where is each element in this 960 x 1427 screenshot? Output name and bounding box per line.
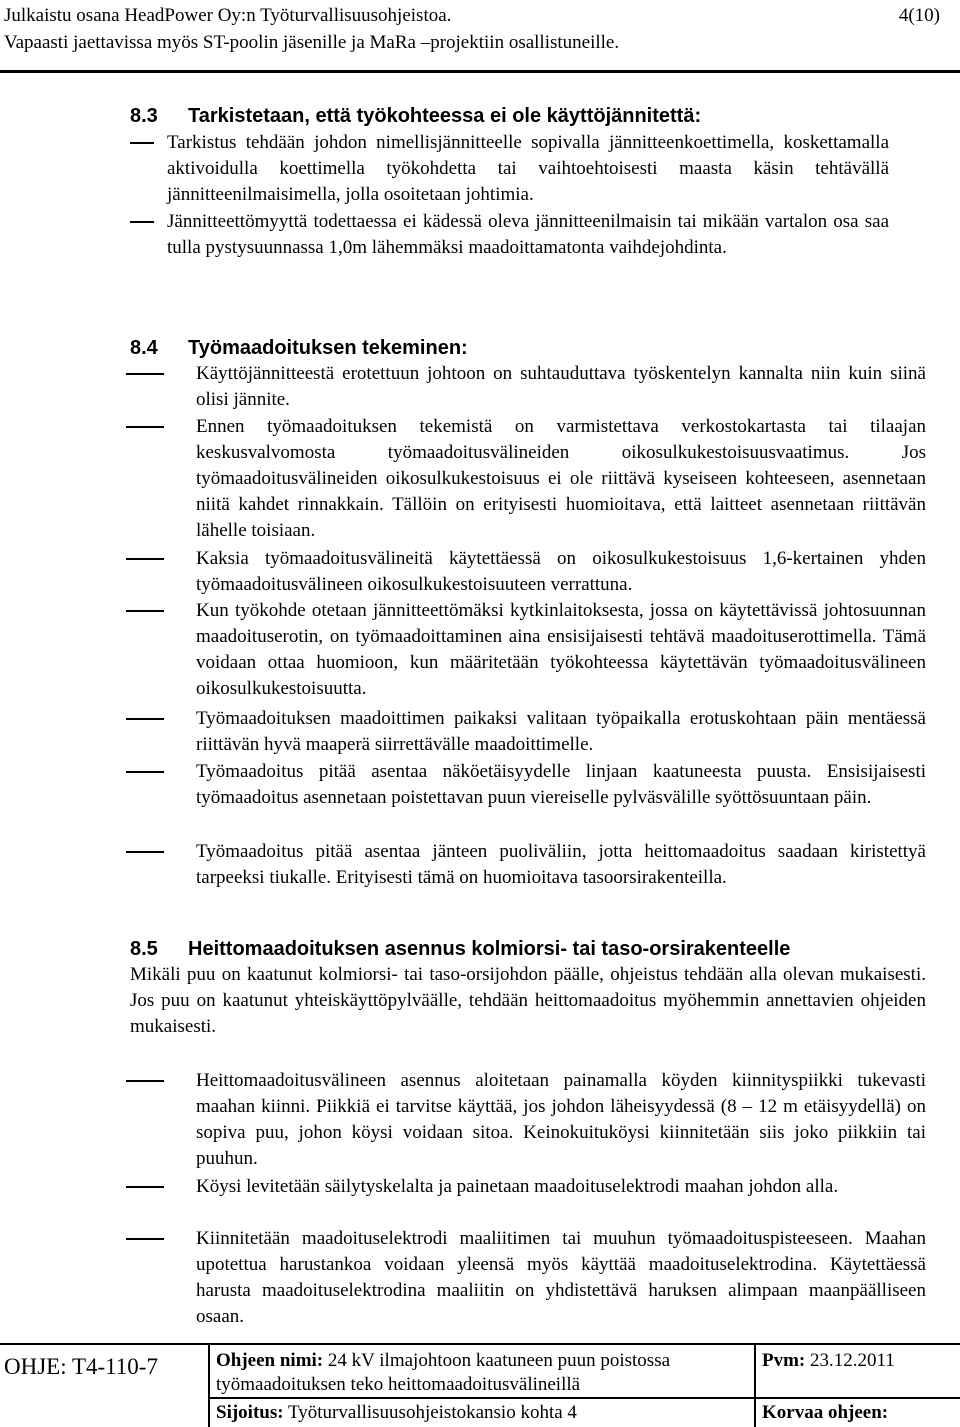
list-item [196,1226,926,1330]
list-item-text: Työmaadoituksen maadoittimen paikaksi valitaan työpaikalla erotuskohtaan päin mentäessä riittävän hyvä maaperä siirrettävälle maadoittimelle. [196,708,926,755]
list-item-text: Ennen työmaadoituksen tekemistä on varmistettava verkostokartasta tai tilaajan keskusvalvomosta työmaadoitusvälineiden oikosulkukestoisuusvaatimus. Jos työmaadoitusvälineiden oikosulkukestoisuus ei ole riittävä kyseiseen kohteeseen, asennetaan niitä kahdet rinnakkain. Tällöin on erityisesti huomioitava, että laitteet asennetaan riittävän lähelle toisiaan. [196,416,926,541]
document-code: OHJE: T4-110-7 [4,1354,158,1379]
dash-bullet-icon [126,1186,164,1188]
list-item [196,706,926,758]
section-8-5-intro: Mikäli puu on kaatunut kolmiorsi- tai taso-orsijohdon päälle, ohjeistus tehdään alla olevan mukaisesti. Jos puu on kaatunut yhteiskäyttöpylväälle, tehdään heittomaadoitus myöhemmin annettavien ohjeiden mukaisesti. [130,964,926,1037]
dash-bullet-icon [126,771,164,773]
list-item [196,1068,926,1172]
list-item [196,546,926,598]
footer-divider-1 [208,1343,210,1427]
location-value: Työturvallisuusohjeistokansio kohta 4 [288,1402,577,1423]
dash-bullet-icon [126,610,164,612]
footer-info-table [0,1343,960,1427]
list-item [196,759,926,811]
footer-top-border [0,1343,960,1345]
section-8-3-heading [130,104,701,128]
section-8-5-heading [130,937,790,961]
dash-bullet-icon [126,426,164,428]
dash-bullet-icon [126,851,164,853]
document-name-value: 24 kV ilmajohtoon kaatuneen puun poistossa työmaadoituksen teko heittomaadoitusvälineillä [216,1350,671,1395]
list-item [196,1174,926,1200]
list-item [167,130,889,208]
list-item [167,209,889,261]
list-item-text: Työmaadoitus pitää asentaa jänteen puoliväliin, jotta heittomaadoitus saadaan kiristettyä tarpeeksi tiukalle. Erityisesti tämä on huomioitava tasoorsirakenteilla. [196,841,926,888]
list-item-text: Jännitteettömyyttä todettaessa ei kädessä oleva jännitteenilmaisin tai mikään vartalon osa saa tulla pystysuunnassa 1,0m lähemmäksi maadoittamatonta vaihdejohdinta. [167,211,889,258]
list-item-text: Heittomaadoitusvälineen asennus aloitetaan painamalla köyden kiinnityspiikki tukevasti maahan kiinni. Piikkiä ei tarvitse käyttää, jos johdon läheisyydessä (8 – 12 m etäisyydellä) on sopiva puu, johon köysi voidaan sitoa. Keinokuituköysi kiinnitetään siis joko piikkiin tai puuhun. [196,1070,926,1169]
header-distribution-note: Vapaasti jaettavissa myös ST-poolin jäsenille ja MaRa –projektiin osallistuneille. [4,32,620,53]
dash-bullet-icon [126,1238,164,1240]
dash-bullet-icon [130,142,154,144]
dash-bullet-icon [126,1080,164,1082]
section-title: Heittomaadoituksen asennus kolmiorsi- tai taso-orsirakenteelle [188,938,791,960]
list-item-text: Käyttöjännitteestä erotettuun johtoon on suhtauduttava työskentelyn kannalta niin kuin siinä olisi jännite. [196,363,926,410]
list-item [196,414,926,544]
dash-bullet-icon [130,221,154,223]
replaces-label: Korvaa ohjeen: [762,1402,889,1423]
document-date [762,1349,895,1373]
location-label: Sijoitus: [216,1402,284,1423]
footer-divider-2 [754,1343,756,1427]
section-8-4-heading [130,336,468,360]
footer-row-divider [208,1397,960,1399]
list-item-text: Kiinnitetään maadoituselektrodi maaliitimen tai muuhun työmaadoituspisteeseen. Maahan upotettua harustankoa voidaan yleensä myös käyttää maadoituselektrodina. Käytettäessä harusta maadoituselektrodina maaliitin on yhdistettävä haruksen alimpaan maanpäälliseen osaan. [196,1228,926,1327]
section-number: 8.5 [130,938,158,960]
list-item-text: Työmaadoitus pitää asentaa näköetäisyydelle linjaan kaatuneesta puusta. Ensisijaisesti työmaadoitus asennetaan poistettavan puun viereiselle pylväsvälille syöttösuuntaan päin. [196,761,926,808]
list-item [196,361,926,413]
document-name-label: Ohjeen nimi: [216,1350,324,1371]
dash-bullet-icon [126,373,164,375]
header-divider [0,70,960,73]
list-item-text: Tarkistus tehdään johdon nimellisjännitteelle sopivalla jännitteenkoettimella, koskettamalla aktivoidulla koettimella työkohdetta tai vaihtoehtoisesti maasta käsin tehtävällä jännitteenilmaisimella, jolla osoitetaan johtimia. [167,132,889,205]
dash-bullet-icon [126,718,164,720]
document-location [216,1401,577,1425]
date-value: 23.12.2011 [810,1350,895,1371]
list-item [196,598,926,702]
section-title: Työmaadoituksen tekeminen: [188,337,468,359]
date-label: Pvm: [762,1350,806,1371]
replaces-document [762,1401,888,1425]
document-name [216,1349,748,1397]
header-publisher-note: Julkaistu osana HeadPower Oy:n Työturvallisuusohjeistoa. [4,5,452,26]
list-item-text: Köysi levitetään säilytyskelalta ja painetaan maadoituselektrodi maahan johdon alla. [196,1176,839,1197]
section-number: 8.4 [130,337,158,359]
page-number: 4(10) [898,5,940,26]
list-item-text: Kaksia työmaadoitusvälineitä käytettäessä on oikosulkukestoisuus 1,6-kertainen yhden työmaadoitusvälineen oikosulkukestoisuuteen verrattuna. [196,548,926,595]
list-item-text: Kun työkohde otetaan jännitteettömäksi kytkinlaitoksesta, jossa on käytettävissä johtosuunnan maadoituserotin, on työmaadoittaminen aina ensisijaisesti tehtävä maadoituserottimella. Tämä voidaan ottaa huomioon, kun määritetään työkohteessa käytettävän työmaadoitusvälineen oikosulkukestoisuutta. [196,600,926,699]
section-number: 8.3 [130,105,158,127]
section-title: Tarkistetaan, että työkohteessa ei ole käyttöjännitettä: [188,105,702,127]
list-item [196,839,926,891]
dash-bullet-icon [126,558,164,560]
